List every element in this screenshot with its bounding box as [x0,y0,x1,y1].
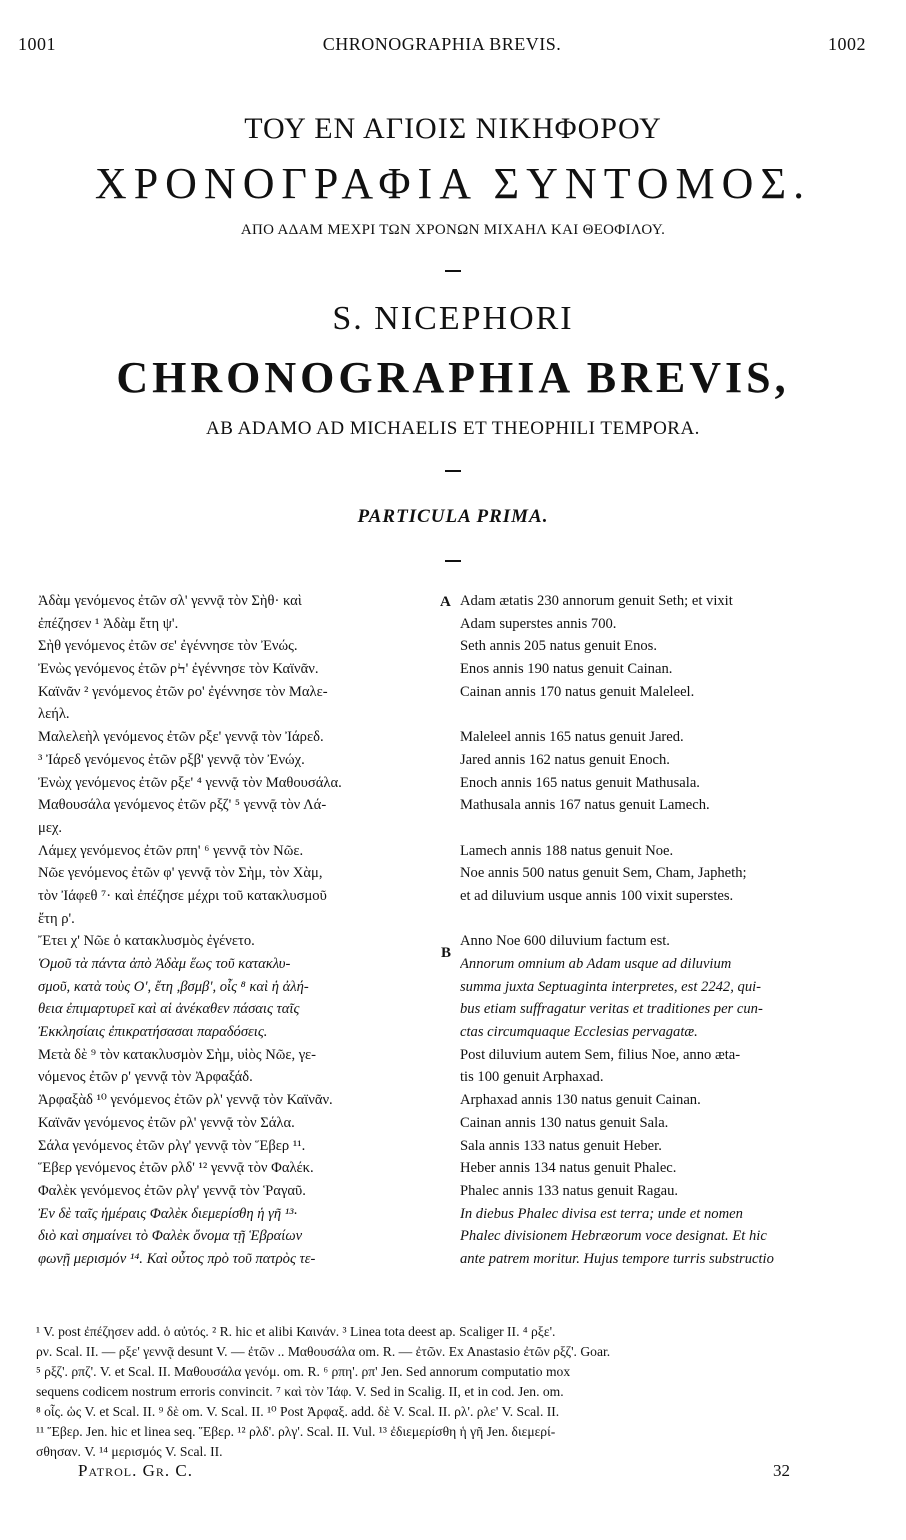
divider-rule [445,470,461,472]
latin-text-line [460,817,878,840]
latin-text-line: Jared annis 162 natus genuit Enoch. [460,751,670,768]
greek-text-line: Ἔτει χ' Νῶε ὁ κατακλυσμὸς ἐγένετο. [38,933,255,950]
greek-subtitle: ΑΠΟ ΑΔΑΜ ΜΕΧΡΙ ΤΩΝ ΧΡΟΝΩΝ ΜΙΧΑΗΛ ΚΑΙ ΘΕΟΦΙΛΟΥ. [240,222,666,238]
greek-text-line: τὸν Ἰάφεθ ⁷· καὶ ἐπέζησε μέχρι τοῦ κατακλυσμοῦ [38,887,327,904]
greek-text-line: Ἐνὼς γενόμενος ἐτῶν ρϞ' ἐγέννησε τὸν Καϊνᾶν. [38,661,319,678]
greek-text-line: Ἐν δὲ ταῖς ἡμέραις Φαλὲκ διεμερίσθη ἡ γῆ ¹³· [38,1205,298,1222]
latin-text-line [460,908,878,931]
latin-text-line: Adam superstes annis 700. [460,615,617,632]
greek-text-line: Ἕβερ γενόμενος ἐτῶν ρλδ' ¹² γεννᾷ τὸν Φαλέκ. [38,1160,314,1177]
latin-text-line: Noe annis 500 natus genuit Sem, Cham, Japheth; [460,865,747,882]
footnote-line: ρν. Scal. II. — ρξε' γεννᾷ desunt V. — ἐτῶν .. Μαθουσάλα om. R. — ἐτῶν. Ex Anastasio ἐτῶν ρξζ'. Goar. [36,1344,611,1359]
left-page-number: 1001 [18,34,56,54]
footnote-line: ⁵ ρξζ'. ρπζ'. V. et Scal. II. Μαθουσάλα γενόμ. om. R. ⁶ ρπη'. ρπ' Jen. Sed annorum computatio mox [36,1364,571,1379]
greek-text-line: Καϊνᾶν ² γενόμενος ἐτῶν ρο' ἐγέννησε τὸν Μαλε- [38,683,328,700]
section-heading: PARTICULA PRIMA. [357,506,549,527]
greek-text-column [38,590,434,1271]
latin-text-line: Arphaxad annis 130 natus genuit Cainan. [460,1092,701,1109]
latin-text-line: Sala annis 133 natus genuit Heber. [460,1137,662,1154]
latin-text-line: Maleleel annis 165 natus genuit Jared. [460,729,684,746]
greek-text-line: ἔτη ρ'. [38,910,75,927]
greek-text-line: Φαλὲκ γενόμενος ἐτῶν ρλγ' γεννᾷ τὸν Ῥαγαῦ. [38,1182,306,1199]
latin-text-line: Post diluvium autem Sem, filius Noe, anno æta- [460,1046,741,1063]
footnotes [36,1322,878,1462]
running-title: CHRONOGRAPHIA BREVIS. [322,34,562,54]
footnote-line: sequens codicem nostrum erroris convincit. ⁷ καὶ τὸν Ἰάφ. V. Sed in Scalig. II, et in cod. Jen. om. [36,1384,564,1399]
greek-text-line: λεήλ. [38,706,70,723]
greek-text-line: Σάλα γενόμενος ἐτῶν ρλγ' γεννᾷ τὸν Ἕβερ ¹¹. [38,1137,306,1154]
greek-text-line: σμοῦ, κατὰ τοὺς Ο', ἔτη ,βσμβ', οἷς ⁸ καὶ ἡ ἀλή- [38,978,309,995]
latin-text-line: Enoch annis 165 natus genuit Mathusala. [460,774,700,791]
latin-text-line: Cainan annis 170 natus genuit Maleleel. [460,683,695,700]
page-footer [78,1461,790,1485]
footnote-line: ¹¹ Ἕβερ. Jen. hic et linea seq. Ἕβερ. ¹² ρλδ'. ρλγ'. Scal. II. Vul. ¹³ ἐδιεμερίσθη ἡ γῆ Jen. διεμερί- [36,1424,556,1439]
footer-signature-number: 32 [773,1461,790,1480]
greek-text-line: Ἀδὰμ γενόμενος ἐτῶν σλ' γεννᾷ τὸν Σὴθ· καὶ [38,593,302,609]
footnote-line: ¹ V. post ἐπέζησεν add. ὁ αὐτός. ² R. hic et alibi Καινάν. ³ Linea tota deest ap. Scaliger II. ⁴ ρξε'. [36,1324,556,1339]
footnote-line: ⁸ οἷς. ὡς V. et Scal. II. ⁹ δὲ om. V. Scal. II. ¹⁰ Post Ἀρφαξ. add. δὲ V. Scal. II. ρλ'. ρλε' V. Scal. II. [36,1404,560,1419]
footnote-line: σθησαν. V. ¹⁴ μερισμός V. Scal. II. [36,1444,223,1459]
latin-text-line: Cainan annis 130 natus genuit Sala. [460,1114,669,1131]
latin-text-line: ctas circumquaque Ecclesias pervagatæ. [460,1024,698,1041]
greek-text-line: Ἀρφαξὰδ ¹⁰ γενόμενος ἐτῶν ρλ' γεννᾷ τὸν Καϊνᾶν. [38,1092,333,1109]
latin-text-line: Phalec annis 133 natus genuit Ragau. [460,1182,679,1199]
greek-text-line: ³ Ἰάρεδ γενόμενος ἐτῶν ρξβ' γεννᾷ τὸν Ἐνώχ. [38,751,305,768]
greek-text-line: Λάμεχ γενόμενος ἐτῶν ρπη' ⁶ γεννᾷ τὸν Νῶε. [38,842,304,859]
latin-title-main: CHRONOGRAPHIA BREVIS, [116,353,790,402]
greek-text-line: Μαθουσάλα γενόμενος ἐτῶν ρξζ' ⁵ γεννᾷ τὸν Λά- [38,797,327,814]
greek-title-main: ΧΡΟΝΟΓΡΑΦΙΑ ΣΥΝΤΟΜΟΣ. [94,159,812,208]
greek-text-line: διὸ καὶ σημαίνει τὸ Φαλὲκ ὄνομα τῇ Ἑβραίων [38,1228,303,1245]
latin-text-line: summa juxta Septuaginta interpretes, est 2242, qui- [460,978,762,995]
latin-text-line: Lamech annis 188 natus genuit Noe. [460,842,674,859]
latin-text-line: Phalec divisionem Hebræorum voce designat. Et hic [460,1228,767,1245]
latin-subtitle: AB ADAMO AD MICHAELIS ET THEOPHILI TEMPORA. [206,418,700,439]
latin-text-line: Annorum omnium ab Adam usque ad diluvium [460,956,732,972]
running-head [18,34,866,60]
latin-text-line: Adam ætatis 230 annorum genuit Seth; et vixit [460,593,733,609]
footer-series: Patrol. Gr. C. [78,1461,193,1480]
greek-text-line: φωνῇ μερισμόν ¹⁴. Καὶ οὗτος πρὸ τοῦ πατρὸς τε- [38,1250,316,1267]
latin-text-line [460,703,878,726]
divider-rule [445,270,461,272]
latin-text-line: Heber annis 134 natus genuit Phalec. [460,1160,677,1177]
greek-text-line: Ἐνὼχ γενόμενος ἐτῶν ρξε' ⁴ γεννᾷ τὸν Μαθουσάλα. [38,774,342,791]
greek-text-line: Σὴθ γενόμενος ἐτῶν σε' ἐγέννησε τὸν Ἐνώς. [38,638,298,655]
latin-text-line: et ad diluvium usque annis 100 vixit superstes. [460,887,734,904]
greek-text-line: Μαλελεὴλ γενόμενος ἐτῶν ρξε' γεννᾷ τὸν Ἰάρεδ. [38,729,324,746]
latin-text-line: Anno Noe 600 diluvium factum est. [460,933,670,950]
right-page-number: 1002 [828,34,866,54]
latin-text-line: bus etiam suffragatur veritas et traditiones per cun- [460,1001,763,1018]
greek-text-line: Νῶε γενόμενος ἐτῶν φ' γεννᾷ τὸν Σὴμ, τὸν Χὰμ, [38,865,323,882]
latin-text-line: Seth annis 205 natus genuit Enos. [460,638,658,655]
greek-text-line: Ἐκκλησίαις ἐπικρατήσασαι παραδόσεις. [38,1024,268,1041]
greek-text-line: μεχ. [38,819,63,836]
latin-title-line1: S. NICEPHORI [332,300,574,337]
margin-letter-a: A [440,594,451,610]
latin-text-line: ante patrem moritur. Hujus tempore turris substructio [460,1250,774,1267]
latin-text-line: In diebus Phalec divisa est terra; unde et nomen [460,1205,743,1222]
greek-text-line: Ὁμοῦ τὰ πάντα ἀπὸ Ἀδὰμ ἕως τοῦ κατακλυ- [38,956,291,972]
greek-text-line: Μετὰ δὲ ⁹ τὸν κατακλυσμὸν Σὴμ, υἱὸς Νῶε, γε- [38,1046,316,1063]
divider-rule [445,560,461,562]
latin-text-column [460,590,878,1271]
latin-text-line: Mathusala annis 167 natus genuit Lamech. [460,797,710,814]
greek-title-line1: ΤΟΥ ΕΝ ΑΓΙΟΙΣ ΝΙΚΗΦΟΡΟΥ [244,112,662,145]
greek-text-line: θεια ἐπιμαρτυρεῖ καὶ αἱ ἀνέκαθεν πάσαις ταῖς [38,1001,300,1018]
latin-text-line: tis 100 genuit Arphaxad. [460,1069,604,1086]
greek-text-line: ἐπέζησεν ¹ Ἀδὰμ ἔτη ψ'. [38,615,179,632]
greek-text-line: Καϊνᾶν γενόμενος ἐτῶν ρλ' γεννᾷ τὸν Σάλα. [38,1114,295,1131]
margin-letter-b: B [441,945,452,961]
greek-text-line: νόμενος ἐτῶν ρ' γεννᾷ τὸν Ἀρφαξάδ. [38,1069,253,1086]
latin-text-line: Enos annis 190 natus genuit Cainan. [460,661,673,678]
